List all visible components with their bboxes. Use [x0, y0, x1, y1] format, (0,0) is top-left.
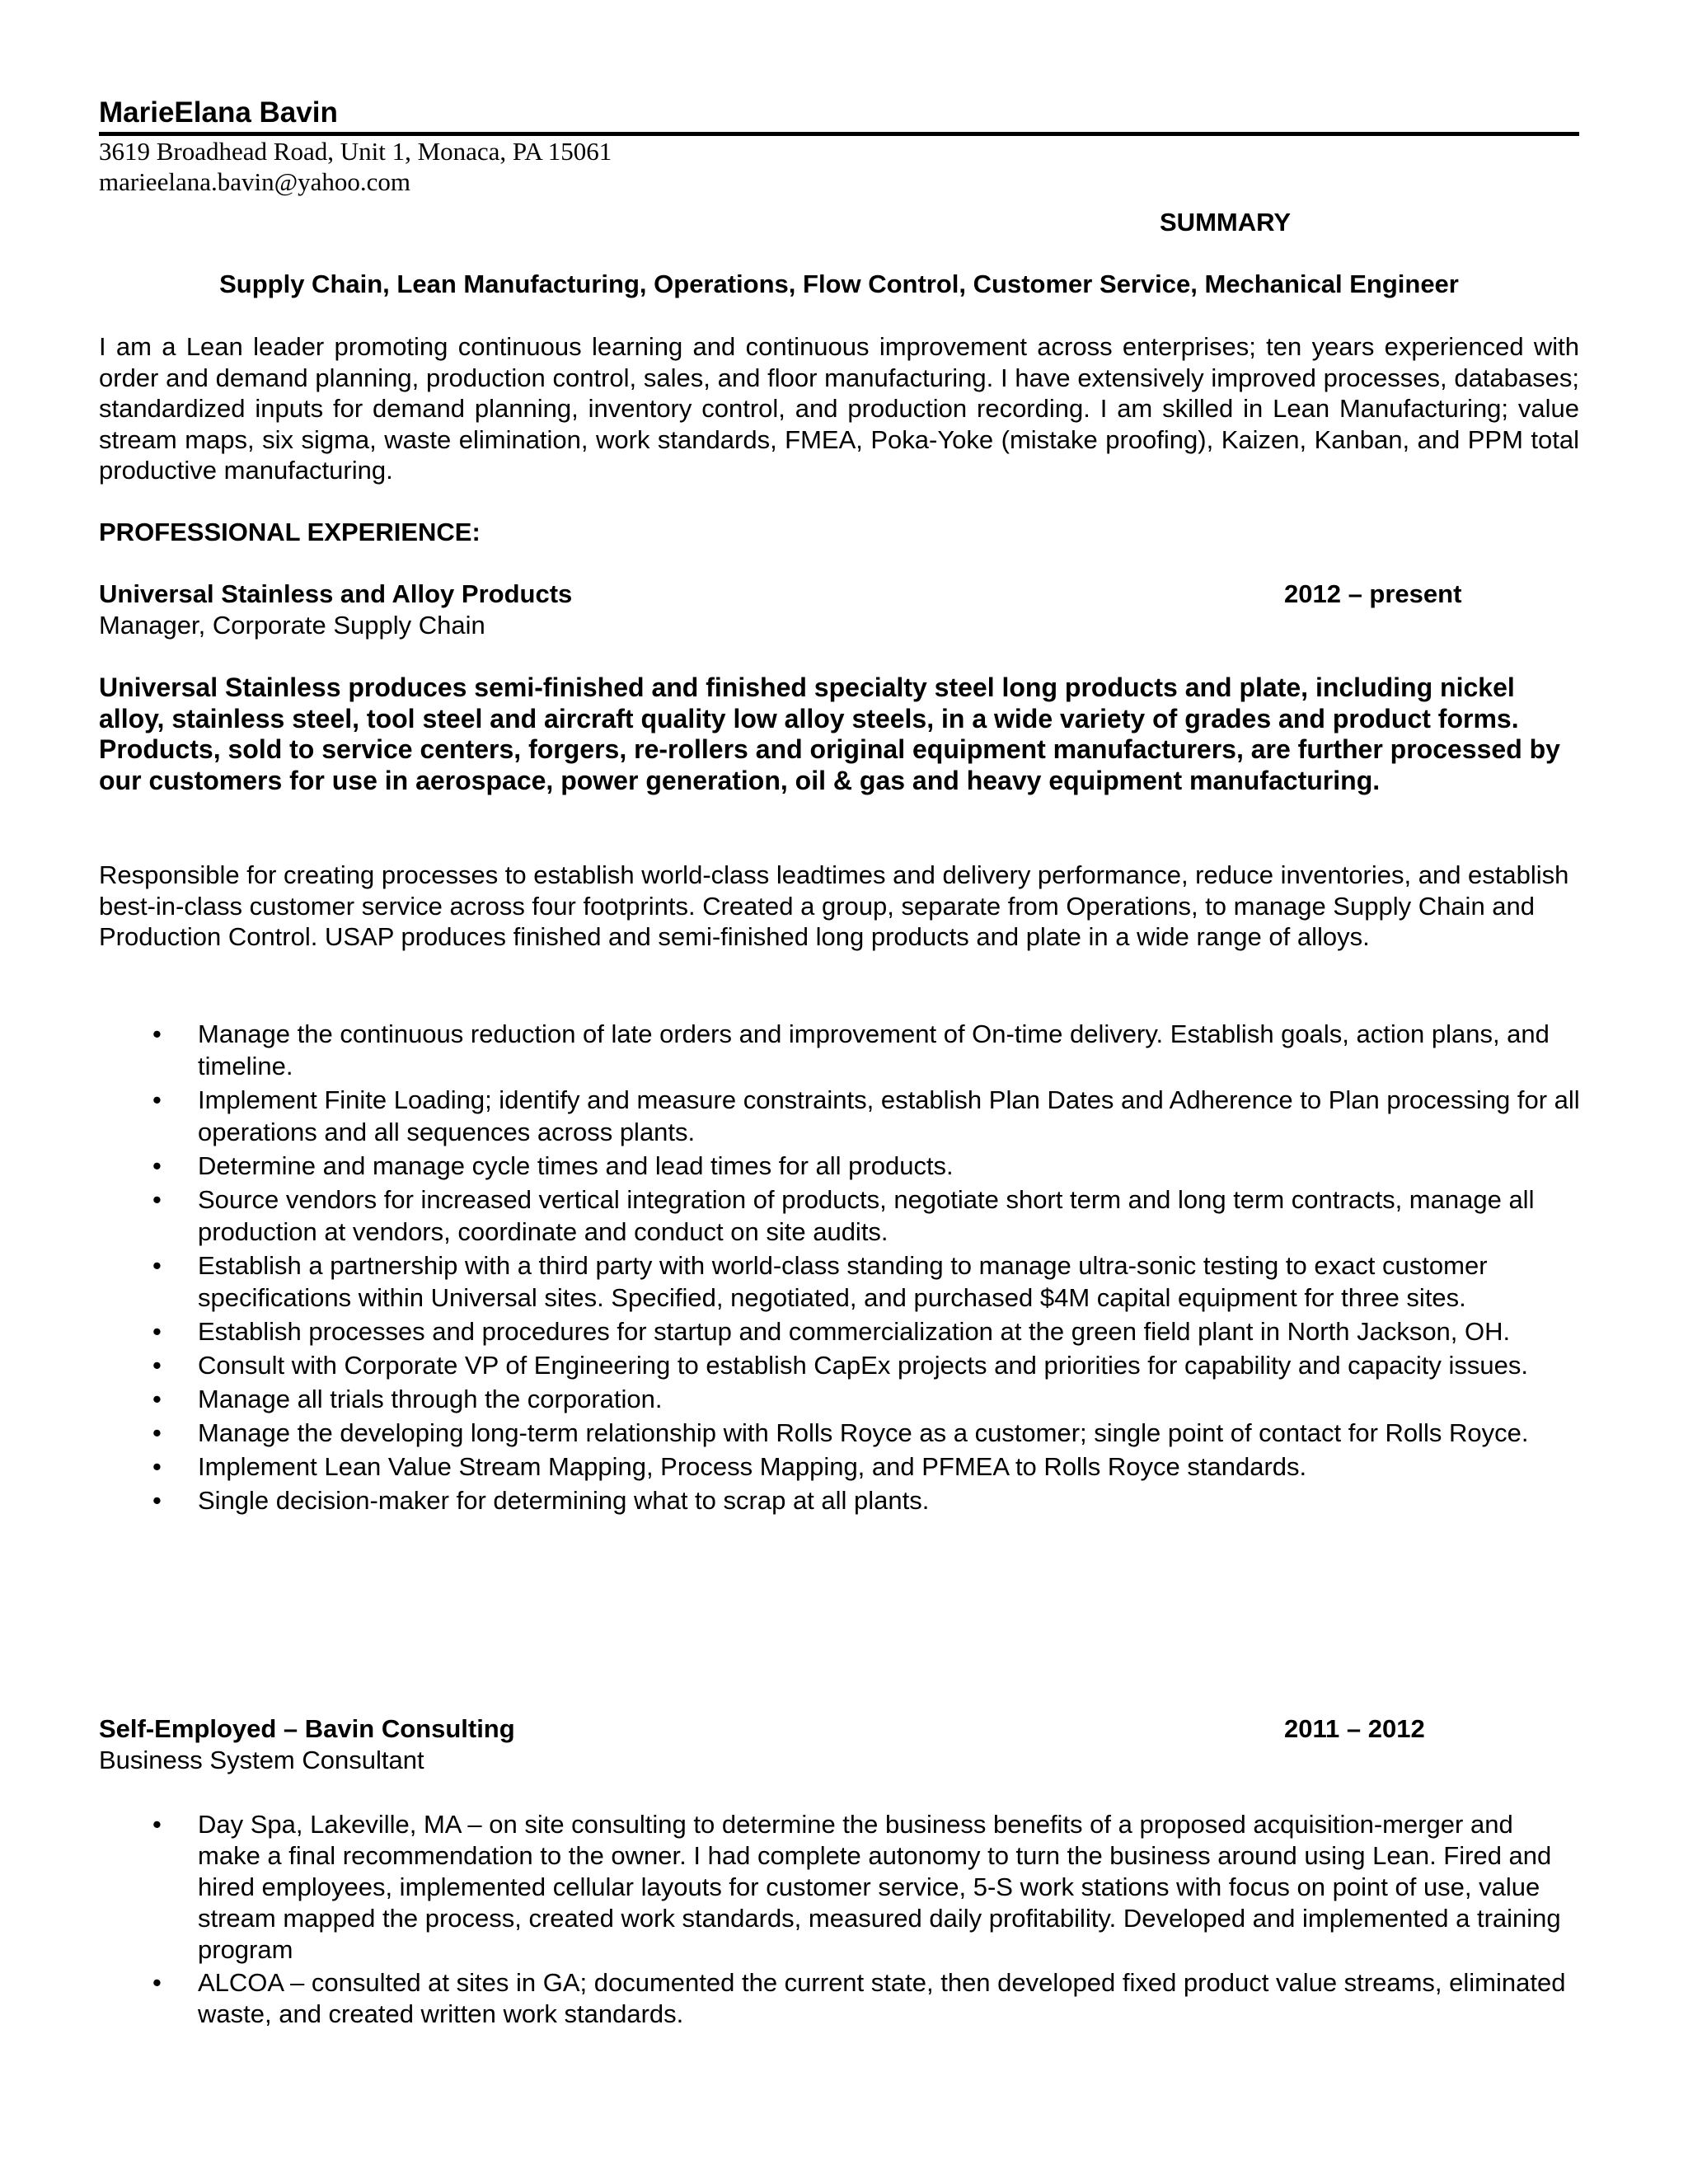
- list-item: • Manage the developing long-term relationship with Rolls Royce as a customer; single point of contact for Rolls Royce.: [152, 1418, 1529, 1447]
- job-bullet-list: [0, 1809, 1688, 2032]
- list-item: • Manage all trials through the corporation.: [152, 1385, 663, 1413]
- list-item: • Establish processes and procedures for startup and commercialization at the green field plant in North Jackson, OH.: [152, 1317, 1511, 1346]
- summary-heading: SUMMARY: [1160, 208, 1292, 237]
- job-dates: 2011 – 2012: [1284, 1714, 1425, 1743]
- list-item: • Implement Finite Loading; identify and measure constraints, establish Plan Dates and Adherence to Plan processing for all operations and all sequences across plants.: [152, 1085, 1580, 1146]
- list-item: • Consult with Corporate VP of Engineering to establish CapEx projects and priorities for capability and capacity issues.: [152, 1351, 1528, 1380]
- list-item: • Single decision-maker for determining what to scrap at all plants.: [152, 1486, 930, 1515]
- list-item: • Establish a partnership with a third party with world-class standing to manage ultra-sonic testing to exact customer specifications within Universal sites. Specified, negotiated, and purchased $4M capital equipment for three sites.: [152, 1251, 1488, 1312]
- job-role: Business System Consultant: [99, 1746, 424, 1774]
- list-item: • Manage the continuous reduction of late orders and improvement of On-time delivery. Establish goals, action plans, and timeline.: [152, 1019, 1550, 1080]
- job-bullet-list: [0, 1018, 1688, 1518]
- candidate-name: MarieElana Bavin: [99, 96, 338, 129]
- job-company: Self-Employed – Bavin Consulting: [99, 1714, 515, 1743]
- list-item: • Implement Lean Value Stream Mapping, Process Mapping, and PFMEA to Rolls Royce standards.: [152, 1452, 1307, 1481]
- experience-heading: PROFESSIONAL EXPERIENCE:: [99, 518, 481, 546]
- list-item: • Day Spa, Lakeville, MA – on site consulting to determine the business benefits of a proposed acquisition-merger and make a final recommendation to the owner. I had complete autonomy to turn the business around using Lean. Fired and hired employees, implemented cellular layouts for customer service, 5-S work stations with focus on point of use, value stream mapped the process, created work standards, measured daily profitability. Developed and implemented a training program: [152, 1810, 1561, 1964]
- job-role: Manager, Corporate Supply Chain: [99, 611, 485, 640]
- list-item: • Determine and manage cycle times and lead times for all products.: [152, 1151, 954, 1180]
- job-summary: Responsible for creating processes to establish world-class leadtimes and delivery performance, reduce inventories, and establish best-in-class customer service across four footprints. Created a group, separate from Operations, to manage Supply Chain and Production Control. USAP produces finished and semi-finished long products and plate in a wide range of alloys.: [99, 860, 1569, 951]
- list-item: • ALCOA – consulted at sites in GA; documented the current state, then developed fixed product value streams, eliminated waste, and created written work standards.: [152, 1968, 1566, 2028]
- address-line: 3619 Broadhead Road, Unit 1, Monaca, PA 15061: [99, 137, 612, 166]
- email-line: marieelana.bavin@yahoo.com: [99, 167, 411, 196]
- list-item: • Source vendors for increased vertical integration of products, negotiate short term and long term contracts, manage all production at vendors, coordinate and conduct on site audits.: [152, 1185, 1535, 1246]
- summary-subtitle: Supply Chain, Lean Manufacturing, Operations, Flow Control, Customer Service, Mechanical Engineer: [219, 269, 1459, 298]
- header-divider: [99, 132, 1579, 136]
- job-company: Universal Stainless and Alloy Products: [99, 579, 573, 608]
- company-description: Universal Stainless produces semi-finished and finished specialty steel long products and plate, including nickel alloy, stainless steel, tool steel and aircraft quality low alloy steels, in a wide variety of grades and product forms. Products, sold to service centers, forgers, re-rollers and original equipment manufacturers, are further processed by our customers for use in aerospace, power generation, oil & gas and heavy equipment manufacturing.: [99, 673, 1560, 795]
- job-dates: 2012 – present: [1284, 579, 1462, 608]
- summary-text: I am a Lean leader promoting continuous learning and continuous improvement across enterprises; ten years experienced with order and demand planning, production control, sales, and floor manufacturing. I have extensively improved processes, databases; standardized inputs for demand planning, inventory control, and production recording. I am skilled in Lean Manufacturing; value stream maps, six sigma, waste elimination, work standards, FMEA, Poka-Yoke (mistake proofing), Kaizen, Kanban, and PPM total productive manufacturing.: [99, 332, 1579, 485]
